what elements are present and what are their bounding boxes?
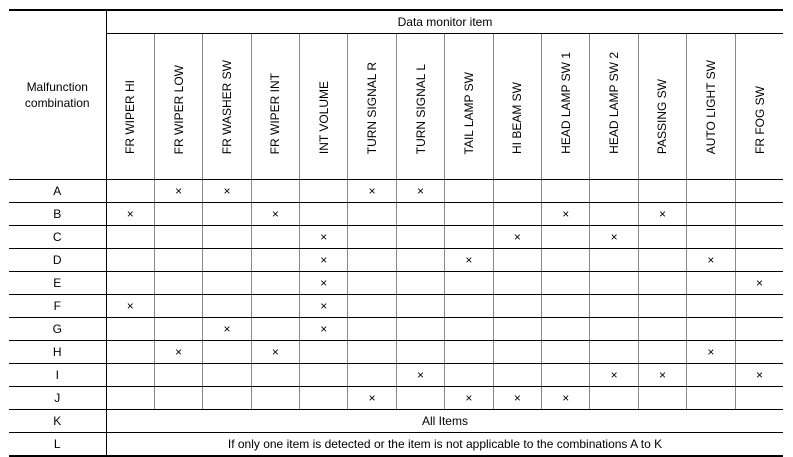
column-header-cell [300, 34, 348, 180]
table-cell [203, 364, 251, 387]
detected-mark: × [417, 368, 425, 382]
column-header-cell [638, 34, 686, 180]
row-label-cell [9, 295, 106, 318]
detected-mark: × [756, 368, 764, 382]
detected-mark: × [707, 253, 715, 267]
column-header-label: AUTO LIGHT SW [703, 59, 718, 154]
table-cell [203, 226, 251, 249]
column-header-cell [396, 34, 444, 180]
table-cell [735, 272, 783, 295]
detected-mark: × [610, 230, 618, 244]
column-header-label: FR WASHER SW [219, 59, 234, 154]
column-header-label: TURN SIGNAL L [413, 63, 428, 154]
detected-mark: × [175, 345, 183, 359]
table-cell [445, 180, 493, 203]
row-label: D [52, 253, 62, 267]
table-cell [542, 180, 590, 203]
column-header-label: INT VOLUME [316, 80, 331, 154]
table-cell [251, 272, 299, 295]
column-header-cell [348, 34, 396, 180]
detected-mark: × [223, 322, 231, 336]
column-header-cell [445, 34, 493, 180]
table-cell [445, 318, 493, 341]
table-cell [106, 203, 154, 226]
row-label-cell [9, 410, 106, 433]
column-header-label: FR FOG SW [752, 86, 767, 154]
table-cell [687, 203, 735, 226]
table-cell [300, 387, 348, 410]
table-cell [445, 341, 493, 364]
table-cell [203, 203, 251, 226]
table-cell [445, 295, 493, 318]
group-label: Data monitor item [397, 15, 493, 29]
detected-mark: × [513, 230, 521, 244]
column-header-label: PASSING SW [655, 78, 670, 154]
row-label-cell [9, 203, 106, 226]
table-cell [590, 272, 638, 295]
detected-mark: × [417, 184, 425, 198]
table-cell [348, 249, 396, 272]
column-header-cell [542, 34, 590, 180]
table-cell [203, 387, 251, 410]
header-row-columns [9, 34, 783, 180]
table-cell [493, 180, 541, 203]
table-cell [348, 387, 396, 410]
table-cell [445, 272, 493, 295]
table-row [9, 249, 783, 272]
table-row [9, 295, 783, 318]
table-cell [735, 318, 783, 341]
table-cell [348, 318, 396, 341]
table-cell [300, 272, 348, 295]
table-cell [348, 180, 396, 203]
column-header-label: FR WIPER LOW [171, 64, 186, 154]
table-cell [687, 318, 735, 341]
table-cell [735, 295, 783, 318]
detected-mark: × [465, 253, 473, 267]
table-row [9, 203, 783, 226]
table-cell [638, 249, 686, 272]
table-cell [493, 295, 541, 318]
table-cell [638, 180, 686, 203]
column-header-label: TURN SIGNAL R [365, 61, 380, 154]
table-cell [154, 318, 202, 341]
table-cell [735, 226, 783, 249]
table-cell [251, 318, 299, 341]
table-cell [735, 364, 783, 387]
detected-mark: × [271, 345, 279, 359]
column-header-cell [590, 34, 638, 180]
table-cell [203, 295, 251, 318]
table-cell [106, 364, 154, 387]
table-cell [106, 226, 154, 249]
table-cell [251, 387, 299, 410]
table-cell [542, 203, 590, 226]
table-cell [106, 180, 154, 203]
table-cell [687, 226, 735, 249]
table-cell [396, 249, 444, 272]
table-cell [300, 295, 348, 318]
table-cell [590, 341, 638, 364]
detected-mark: × [126, 207, 134, 221]
table-cell [687, 341, 735, 364]
table-cell [154, 364, 202, 387]
table-cell [154, 295, 202, 318]
detected-mark: × [368, 391, 376, 405]
table-cell [590, 180, 638, 203]
row-label-cell [9, 249, 106, 272]
table-row [9, 387, 783, 410]
table-cell [542, 364, 590, 387]
table-cell [687, 272, 735, 295]
table-cell [203, 180, 251, 203]
table-cell [638, 364, 686, 387]
table-cell [106, 318, 154, 341]
table-cell [348, 364, 396, 387]
table-cell [300, 203, 348, 226]
column-header-label: TAIL LAMP SW [461, 71, 476, 154]
detected-mark: × [271, 207, 279, 221]
table-row [9, 433, 783, 457]
table-cell [542, 272, 590, 295]
detected-mark: × [320, 230, 328, 244]
table-cell [493, 272, 541, 295]
table-cell [687, 295, 735, 318]
corner-header-cell [9, 10, 106, 180]
table-cell [590, 226, 638, 249]
table-cell [493, 203, 541, 226]
column-header-cell [493, 34, 541, 180]
table-cell [445, 387, 493, 410]
detected-mark: × [562, 391, 570, 405]
column-header-label: FR WIPER INT [268, 72, 283, 154]
detected-mark: × [658, 207, 666, 221]
table-cell [638, 387, 686, 410]
table-row [9, 318, 783, 341]
detected-mark: × [223, 184, 231, 198]
table-cell [203, 272, 251, 295]
table-cell [154, 341, 202, 364]
row-label: E [53, 276, 62, 290]
row-label-cell [9, 272, 106, 295]
span-text-cell [106, 410, 783, 433]
detected-mark: × [175, 184, 183, 198]
row-label: B [53, 207, 62, 221]
row-label: I [55, 368, 59, 382]
table-cell [638, 272, 686, 295]
detected-mark: × [658, 368, 666, 382]
detected-mark: × [320, 253, 328, 267]
table-cell [493, 364, 541, 387]
column-header-cell [251, 34, 299, 180]
table-cell [542, 318, 590, 341]
table-cell [493, 249, 541, 272]
table-cell [348, 295, 396, 318]
column-header-cell [687, 34, 735, 180]
row-label-cell [9, 433, 106, 457]
table-cell [300, 249, 348, 272]
header-row-top [9, 10, 783, 34]
table-cell [203, 249, 251, 272]
row-label-cell [9, 387, 106, 410]
column-header-cell [106, 34, 154, 180]
table-cell [106, 387, 154, 410]
malfunction-table-wrapper [9, 9, 783, 457]
table-cell [445, 364, 493, 387]
table-cell [493, 387, 541, 410]
table-cell [590, 387, 638, 410]
malfunction-combination-table [9, 9, 783, 457]
table-row [9, 410, 783, 433]
table-cell [590, 364, 638, 387]
detected-mark: × [368, 184, 376, 198]
table-cell [348, 226, 396, 249]
table-cell [348, 341, 396, 364]
table-row [9, 180, 783, 203]
table-cell [687, 364, 735, 387]
detected-mark: × [562, 207, 570, 221]
span-text: If only one item is detected or the item is not applicable to the combinations A to K [227, 437, 663, 451]
column-header-cell [154, 34, 202, 180]
table-cell [735, 180, 783, 203]
row-label: A [53, 184, 62, 198]
row-label-cell [9, 341, 106, 364]
table-cell [251, 295, 299, 318]
detected-mark: × [126, 299, 134, 313]
table-row [9, 226, 783, 249]
table-cell [542, 295, 590, 318]
table-cell [106, 249, 154, 272]
column-header-label: HI BEAM SW [510, 81, 525, 154]
table-cell [106, 272, 154, 295]
table-cell [396, 341, 444, 364]
table-cell [348, 203, 396, 226]
table-cell [396, 387, 444, 410]
table-cell [154, 226, 202, 249]
table-cell [493, 341, 541, 364]
table-row [9, 272, 783, 295]
table-cell [396, 318, 444, 341]
table-cell [735, 341, 783, 364]
row-label: H [52, 345, 62, 359]
table-cell [348, 272, 396, 295]
span-text-cell [106, 433, 783, 457]
row-label: L [53, 437, 61, 451]
table-cell [203, 318, 251, 341]
row-label-cell [9, 226, 106, 249]
table-cell [396, 180, 444, 203]
row-label: F [53, 299, 61, 313]
row-label: G [52, 322, 62, 336]
table-cell [154, 387, 202, 410]
table-cell [735, 249, 783, 272]
table-cell [687, 387, 735, 410]
row-label-cell [9, 180, 106, 203]
table-cell [687, 249, 735, 272]
table-cell [251, 180, 299, 203]
detected-mark: × [707, 345, 715, 359]
table-cell [542, 341, 590, 364]
table-cell [638, 295, 686, 318]
table-cell [542, 226, 590, 249]
table-cell [638, 318, 686, 341]
table-cell [493, 318, 541, 341]
table-cell [445, 203, 493, 226]
table-cell [445, 249, 493, 272]
table-cell [542, 387, 590, 410]
table-cell [154, 249, 202, 272]
table-row [9, 341, 783, 364]
span-text: All Items [421, 414, 468, 428]
column-header-cell [203, 34, 251, 180]
row-label: J [54, 391, 61, 405]
table-cell [203, 341, 251, 364]
table-cell [396, 203, 444, 226]
table-cell [396, 295, 444, 318]
column-header-label: HEAD LAMP SW 2 [607, 52, 622, 154]
table-cell [396, 272, 444, 295]
table-cell [300, 364, 348, 387]
detected-mark: × [320, 299, 328, 313]
table-cell [251, 226, 299, 249]
group-header-cell [106, 10, 783, 34]
table-cell [542, 249, 590, 272]
table-cell [445, 226, 493, 249]
table-cell [590, 203, 638, 226]
table-cell [106, 341, 154, 364]
table-cell [300, 341, 348, 364]
detected-mark: × [465, 391, 473, 405]
table-cell [590, 318, 638, 341]
table-cell [154, 203, 202, 226]
table-row [9, 364, 783, 387]
table-cell [687, 180, 735, 203]
column-header-label: HEAD LAMP SW 1 [558, 52, 573, 154]
detected-mark: × [320, 276, 328, 290]
table-cell [251, 364, 299, 387]
table-cell [590, 249, 638, 272]
row-label-cell [9, 318, 106, 341]
detected-mark: × [756, 276, 764, 290]
detected-mark: × [320, 322, 328, 336]
table-cell [251, 249, 299, 272]
table-cell [638, 226, 686, 249]
table-cell [251, 203, 299, 226]
table-cell [590, 295, 638, 318]
table-cell [735, 387, 783, 410]
table-cell [154, 180, 202, 203]
table-cell [493, 226, 541, 249]
corner-label: Malfunction combination [24, 80, 90, 110]
table-cell [396, 364, 444, 387]
table-cell [251, 341, 299, 364]
table-cell [638, 203, 686, 226]
table-cell [396, 226, 444, 249]
table-cell [300, 180, 348, 203]
column-header-cell [735, 34, 783, 180]
table-cell [300, 318, 348, 341]
detected-mark: × [610, 368, 618, 382]
table-cell [300, 226, 348, 249]
table-cell [638, 341, 686, 364]
table-cell [106, 295, 154, 318]
table-cell [735, 203, 783, 226]
detected-mark: × [513, 391, 521, 405]
row-label: C [52, 230, 62, 244]
row-label: K [53, 414, 62, 428]
row-label-cell [9, 364, 106, 387]
column-header-label: FR WIPER HI [123, 80, 138, 154]
table-cell [154, 272, 202, 295]
